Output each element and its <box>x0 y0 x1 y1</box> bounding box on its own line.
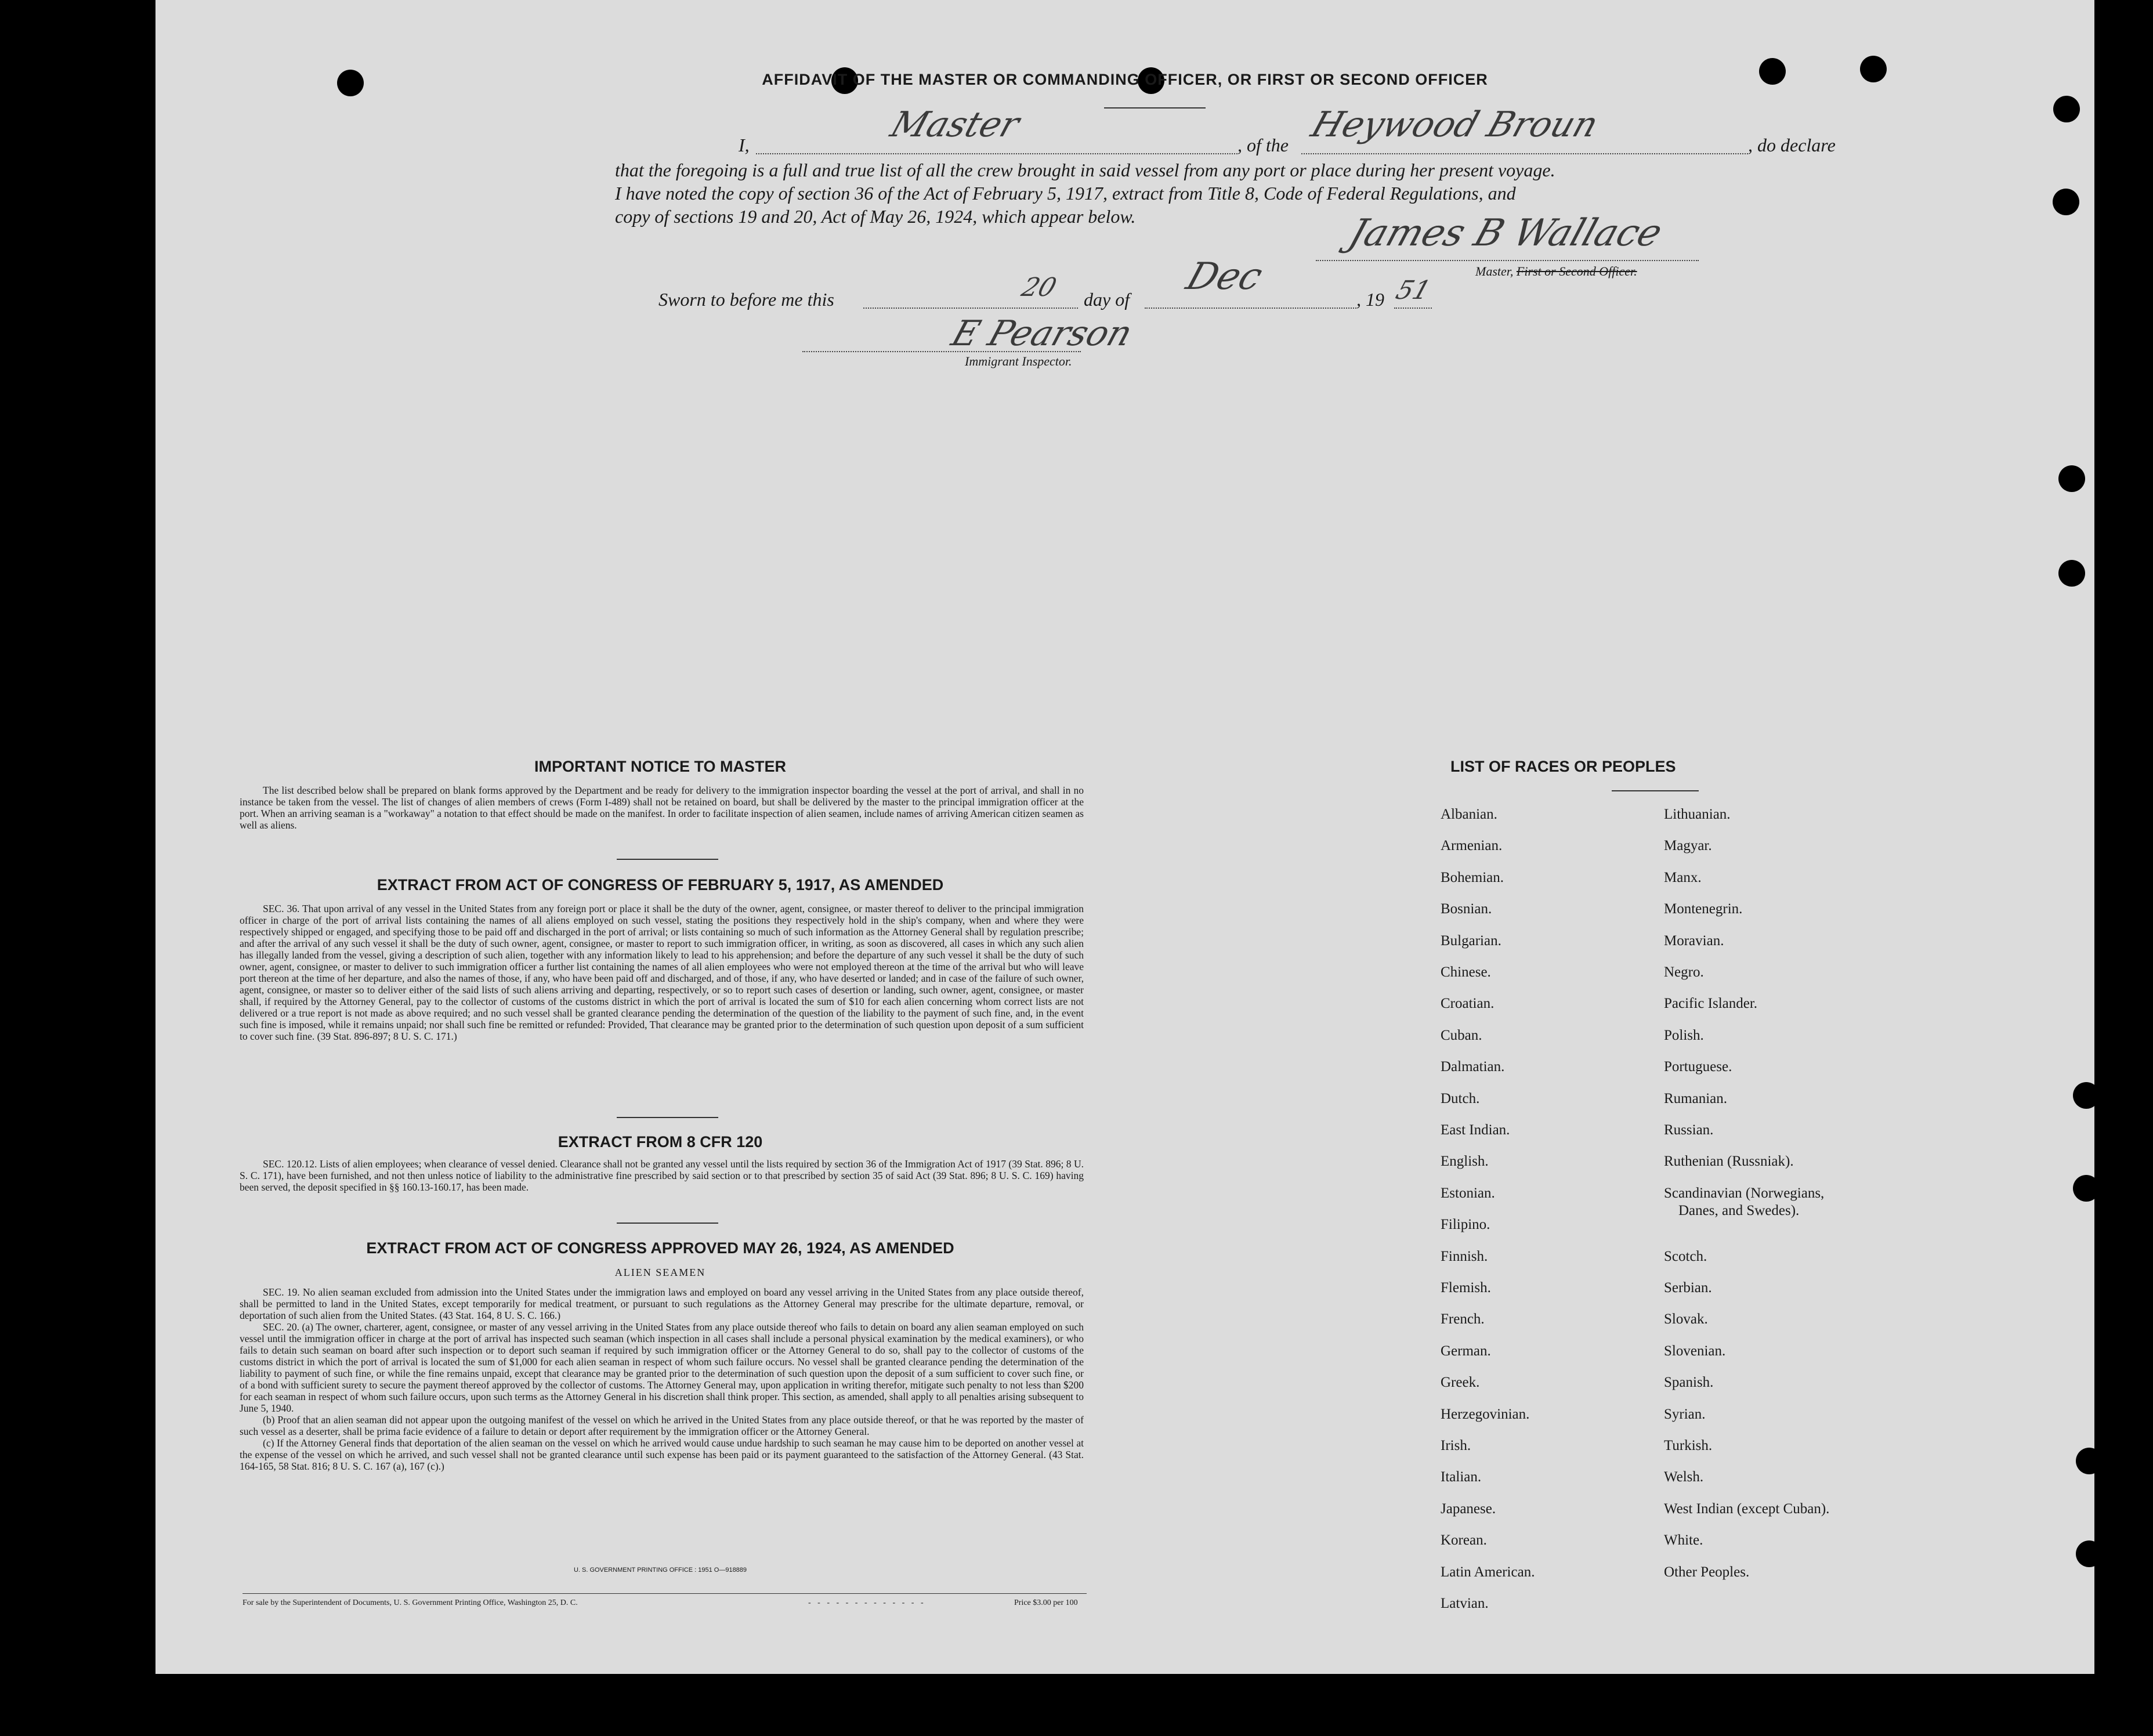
handwritten-year: 51 <box>1392 276 1435 305</box>
race-item-right: Pacific Islander. <box>1664 996 1758 1012</box>
race-item-left: Latvian. <box>1441 1596 1489 1611</box>
affidavit-line-3: I have noted the copy of section 36 of the Act of February 5, 1917, extract from Title 8, Code of Federal Regulations, and <box>615 183 1516 204</box>
handwritten-month: Dec <box>1181 255 1268 298</box>
race-item-right: Negro. <box>1664 964 1704 980</box>
extract-1924-subtitle: ALIEN SEAMEN <box>614 1267 706 1278</box>
race-item-right: Scotch. <box>1664 1248 1707 1264</box>
title-rule <box>1104 107 1206 108</box>
punch-hole <box>2073 1175 2100 1202</box>
punch-hole <box>2053 96 2080 122</box>
affidavit-i-label: I, <box>739 135 750 155</box>
day-of-label: day of <box>1084 289 1130 310</box>
name-fill-line <box>756 153 1237 154</box>
extract-1917-title: EXTRACT FROM ACT OF CONGRESS OF FEBRUARY 5, 1917, AS AMENDED <box>377 876 944 894</box>
day-fill-line <box>863 308 1078 309</box>
races-title-rule <box>1612 790 1699 791</box>
extract-cfr-text <box>240 1158 1084 1193</box>
of-the-label: , of the <box>1237 135 1289 155</box>
form-sheet <box>155 0 2094 1674</box>
notice-title: IMPORTANT NOTICE TO MASTER <box>534 758 786 775</box>
extract-1917-text <box>240 903 1084 1042</box>
affidavit-line-2: that the foregoing is a full and true list of all the crew brought in said vessel from any port or place during her present voyage. <box>615 160 1555 180</box>
punch-hole <box>2073 1082 2100 1109</box>
race-item-left: Herzegovinian. <box>1441 1406 1530 1422</box>
extract-1924-text <box>240 1286 1084 1472</box>
race-item-left: Finnish. <box>1441 1248 1488 1264</box>
extract-cfr-title: EXTRACT FROM 8 CFR 120 <box>558 1133 763 1151</box>
race-item-right: Polish. <box>1664 1027 1704 1043</box>
race-item-right: Moravian. <box>1664 932 1724 949</box>
section-19-paragraph: SEC. 19. No alien seaman excluded from admission into the United States under the immigration laws and employed on board any vessel arriving in the United States from any place outside thereof, shall be permitted to land in the United States, except temporarily for medical treatment, or pursuant to such regulations as the Attorney General may prescribe for the ultimate departure, removal, or deportation of such alien from the United States. (43 Stat. 164, 8 U. S. C. 166.) <box>240 1286 1084 1321</box>
inspector-caption: Immigrant Inspector. <box>965 354 1072 368</box>
race-item-right: Scandinavian (Norwegians, <box>1664 1185 1825 1201</box>
notice-text <box>240 784 1084 831</box>
do-declare-label: , do declare <box>1748 135 1836 155</box>
year-prefix: , 19 <box>1356 289 1384 310</box>
affidavit-title: AFFIDAVIT OF THE MASTER OR COMMANDING OFFICER, OR FIRST OR SECOND OFFICER <box>762 71 1488 88</box>
inspector-signature: E Pearson <box>946 313 1138 354</box>
race-item-right: Syrian. <box>1664 1406 1706 1422</box>
race-item-right: Other Peoples. <box>1664 1564 1750 1580</box>
race-item-left: Bulgarian. <box>1441 932 1501 949</box>
section-20c-paragraph: (c) If the Attorney General finds that deportation of the alien seaman on the vessel on which he arrived would cause undue hardship to such seaman he may cause him to be deported on another vessel at the expense of the vessel on which he arrived, and such vessel shall not be granted clearance until such expense has been paid or its payment guaranteed to the satisfaction of the Attorney General. (43 Stat. 164-165, 58 Stat. 816; 8 U. S. C. 167 (a), 167 (c).) <box>240 1437 1084 1472</box>
race-item-left: Greek. <box>1441 1375 1480 1391</box>
handwritten-day: 20 <box>1018 273 1061 302</box>
race-item-left: French. <box>1441 1311 1485 1328</box>
race-item-left: Irish. <box>1441 1438 1471 1453</box>
race-item-left: East Indian. <box>1441 1122 1510 1138</box>
race-item-right: Slovenian. <box>1664 1343 1726 1359</box>
race-item-left: Croatian. <box>1441 996 1495 1012</box>
race-item-left: Cuban. <box>1441 1027 1482 1043</box>
race-item-right: Turkish. <box>1664 1438 1713 1453</box>
footer-sale-text: For sale by the Superintendent of Documents, U. S. Government Printing Office, Washington 25, D. C. <box>243 1598 578 1607</box>
race-item-left: Flemish. <box>1441 1280 1491 1296</box>
extract-cfr-paragraph: SEC. 120.12. Lists of alien employees; when clearance of vessel denied. Clearance shall not be granted any vessel until the lists required by section 36 of the Immigration Act of 1917 (39 Stat. 896; 8 U. S. C. 171), have been furnished, and not then unless notice of liability to the administrative fine prescribed by said section or to that prescribed by section 35 of said Act (39 Stat. 896; 8 U. S. C. 169) having been served, the deposit specified in §§ 160.13-160.17, has been made. <box>240 1158 1084 1193</box>
races-title: LIST OF RACES OR PEOPLES <box>1450 758 1676 775</box>
race-item-left: Bosnian. <box>1441 901 1492 917</box>
race-item-right: Rumanian. <box>1664 1090 1728 1106</box>
race-item-left: Armenian. <box>1441 838 1503 854</box>
race-item-right: Welsh. <box>1664 1469 1704 1485</box>
section-rule <box>617 859 718 860</box>
section-20b-paragraph: (b) Proof that an alien seaman did not appear upon the outgoing manifest of the vessel on which he arrived in the United States from any place outside thereof, or that he was reported by the master of such vessel as a deserter, shall be prima facie evidence of a failure to detain or deport after requirement by the immigration officer or the Attorney General. <box>240 1414 1084 1437</box>
master-caption <box>1475 264 1637 279</box>
race-item-left: Estonian. <box>1441 1185 1495 1201</box>
signature-line <box>1316 260 1699 261</box>
race-item-right: Russian. <box>1664 1122 1714 1138</box>
race-item-left: German. <box>1441 1343 1491 1359</box>
punch-hole <box>2076 1540 2103 1567</box>
race-item-right: Manx. <box>1664 869 1702 885</box>
footer-dashes: - - - - - - - - - - - - - <box>808 1598 926 1607</box>
year-fill-line <box>1394 308 1432 309</box>
punch-hole <box>2058 465 2085 492</box>
race-item-left: Dutch. <box>1441 1090 1480 1106</box>
punch-hole <box>2076 1448 2103 1474</box>
race-item-left: Albanian. <box>1441 806 1497 822</box>
handwritten-vessel: Heywood Broun <box>1306 104 1604 145</box>
race-item-right: Spanish. <box>1664 1375 1714 1391</box>
extract-1924-title: EXTRACT FROM ACT OF CONGRESS APPROVED MAY 26, 1924, AS AMENDED <box>366 1239 954 1257</box>
race-item-right: Lithuanian. <box>1664 806 1731 822</box>
race-item-right: Ruthenian (Russniak). <box>1664 1153 1794 1170</box>
race-item-right: Serbian. <box>1664 1280 1712 1296</box>
notice-paragraph: The list described below shall be prepared on blank forms approved by the Department and be ready for delivery to the immigration inspector boarding the vessel at the port of arrival, and shall in no instance be taken from the vessel. The list of changes of alien members of crews (Form I-489) shall not be retained on board, but shall be delivered by the master to the principal immigration officer at the port. When an arriving seaman is a "workaway" a notation to that effect should be made on the manifest. In order to facilitate inspection of alien seamen, include names of arriving American citizen seamen as well as aliens. <box>240 784 1084 831</box>
race-item-right: Montenegrin. <box>1664 901 1743 917</box>
month-fill-line <box>1145 308 1356 309</box>
race-item-left: English. <box>1441 1153 1489 1170</box>
race-item-right: West Indian (except Cuban). <box>1664 1500 1830 1517</box>
affidavit-line-4: copy of sections 19 and 20, Act of May 26, 1924, which appear below. <box>615 206 1136 227</box>
race-item-left: Dalmatian. <box>1441 1059 1505 1075</box>
section-rule <box>617 1117 718 1118</box>
race-item-right: White. <box>1664 1532 1703 1549</box>
extract-1917-paragraph: SEC. 36. That upon arrival of any vessel in the United States from any foreign port or place it shall be the duty of the owner, agent, consignee, or master thereof to deliver to the principal immigration officer in charge of the port of arrival lists containing the names of all aliens employed on such vessel, stating the positions they respectively hold in the ship's company, when and where they were respectively shipped or engaged, and specifying those to be paid off and discharged in the port of arrival; or lists containing so much of such information as the Attorney General shall by regulation prescribe; and after the arrival of any such vessel it shall be the duty of such owner, agent, consignee, or master to report to such immigration officer, in writing, as soon as discovered, all cases in which any such alien has illegally landed from the vessel, giving a description of such alien, together with any information likely to lead to his apprehension; and before the departure of any such vessel it shall be the duty of such owner, agent, consignee, or master to deliver to such immigration officer a further list containing the names of all alien employees who were not employed thereon at the time of the arrival but who will leave port thereon at the time of her departure, and also the names of those, if any, who have been paid off and discharged, and of those, if any, who have deserted or landed; and in case of the failure of such owner, agent, consignee, or master so to deliver either of the said lists of such aliens arriving and departing, respectively, or so to report such cases of desertion or landing, such owner, agent, consignee, or master shall, if required by the Attorney General, pay to the collector of customs of the customs district in which the port of arrival is located the sum of $10 for each alien concerning whom correct lists are not delivered or a true report is not made as above required; and no such vessel shall be granted clearance pending the determination of the question of the liability to the payment of such fine, and, in the event such fine is imposed, while it remains unpaid; nor shall such fine be remitted or refunded: Provided, That clearance may be granted prior to the determination of such question upon deposit of a sum sufficient to cover such fine. (39 Stat. 896-897; 8 U. S. C. 171.) <box>240 903 1084 1042</box>
race-item-left: Filipino. <box>1441 1217 1490 1233</box>
race-item-right: Magyar. <box>1664 838 1712 854</box>
punch-hole <box>2053 189 2079 215</box>
race-item-left: Italian. <box>1441 1469 1482 1485</box>
master-caption-text: Master, <box>1475 264 1514 279</box>
race-item-right: Slovak. <box>1664 1311 1708 1328</box>
race-item-right: Danes, and Swedes). <box>1678 1202 1800 1218</box>
race-item-left: Japanese. <box>1441 1500 1496 1517</box>
handwritten-title: Master <box>885 104 1025 145</box>
gpo-imprint: U. S. GOVERNMENT PRINTING OFFICE : 1951 O—918889 <box>573 1567 747 1574</box>
vessel-fill-line <box>1301 153 1748 154</box>
race-item-left: Korean. <box>1441 1532 1487 1549</box>
master-signature: James B Wallace <box>1343 212 1668 255</box>
section-rule <box>617 1223 718 1224</box>
sworn-label: Sworn to before me this <box>658 289 834 310</box>
inspector-line <box>802 351 1081 352</box>
section-20a-paragraph: SEC. 20. (a) The owner, charterer, agent, consignee, or master of any vessel arriving in the United States from any place outside thereof who fails to detain on board any alien seaman employed on such vessel until the immigration officer in charge at the port of arrival has inspected such seaman (which inspection in all cases shall include a personal physical examination by the medical examiners), or who fails to detain such seaman on board after such inspection or to deport such seaman if required by such immigration officer or the Attorney General to do so, shall pay to the collector of customs of the customs district in which the port of arrival is located the sum of $1,000 for each alien seaman in respect of whom such failure occurs. No vessel shall be granted clearance pending the determination of the liability to payment of such fine, or while the fine remains unpaid, except that clearance may be granted prior to the determination of such question upon the deposit of a sum sufficient to cover such fine, or of a bond with sufficient surety to secure the payment thereof approved by the collector of customs. The Attorney General may, upon application in writing therefor, mitigate such penalty to not less than $200 for each seaman in respect of whom such failure occurs, upon such terms as the Attorney General in his discretion shall think proper. This section, as amended, shall apply to all penalties arising subsequent to June 5, 1940. <box>240 1321 1084 1414</box>
race-item-left: Bohemian. <box>1441 869 1504 885</box>
footer-price: Price $3.00 per 100 <box>1014 1598 1078 1607</box>
footer-rule <box>243 1593 1087 1594</box>
race-item-left: Chinese. <box>1441 964 1491 980</box>
race-item-right: Portuguese. <box>1664 1059 1732 1075</box>
struck-officer-caption: First or Second Officer. <box>1516 264 1637 279</box>
punch-hole <box>2058 560 2085 587</box>
race-item-left: Latin American. <box>1441 1564 1535 1580</box>
